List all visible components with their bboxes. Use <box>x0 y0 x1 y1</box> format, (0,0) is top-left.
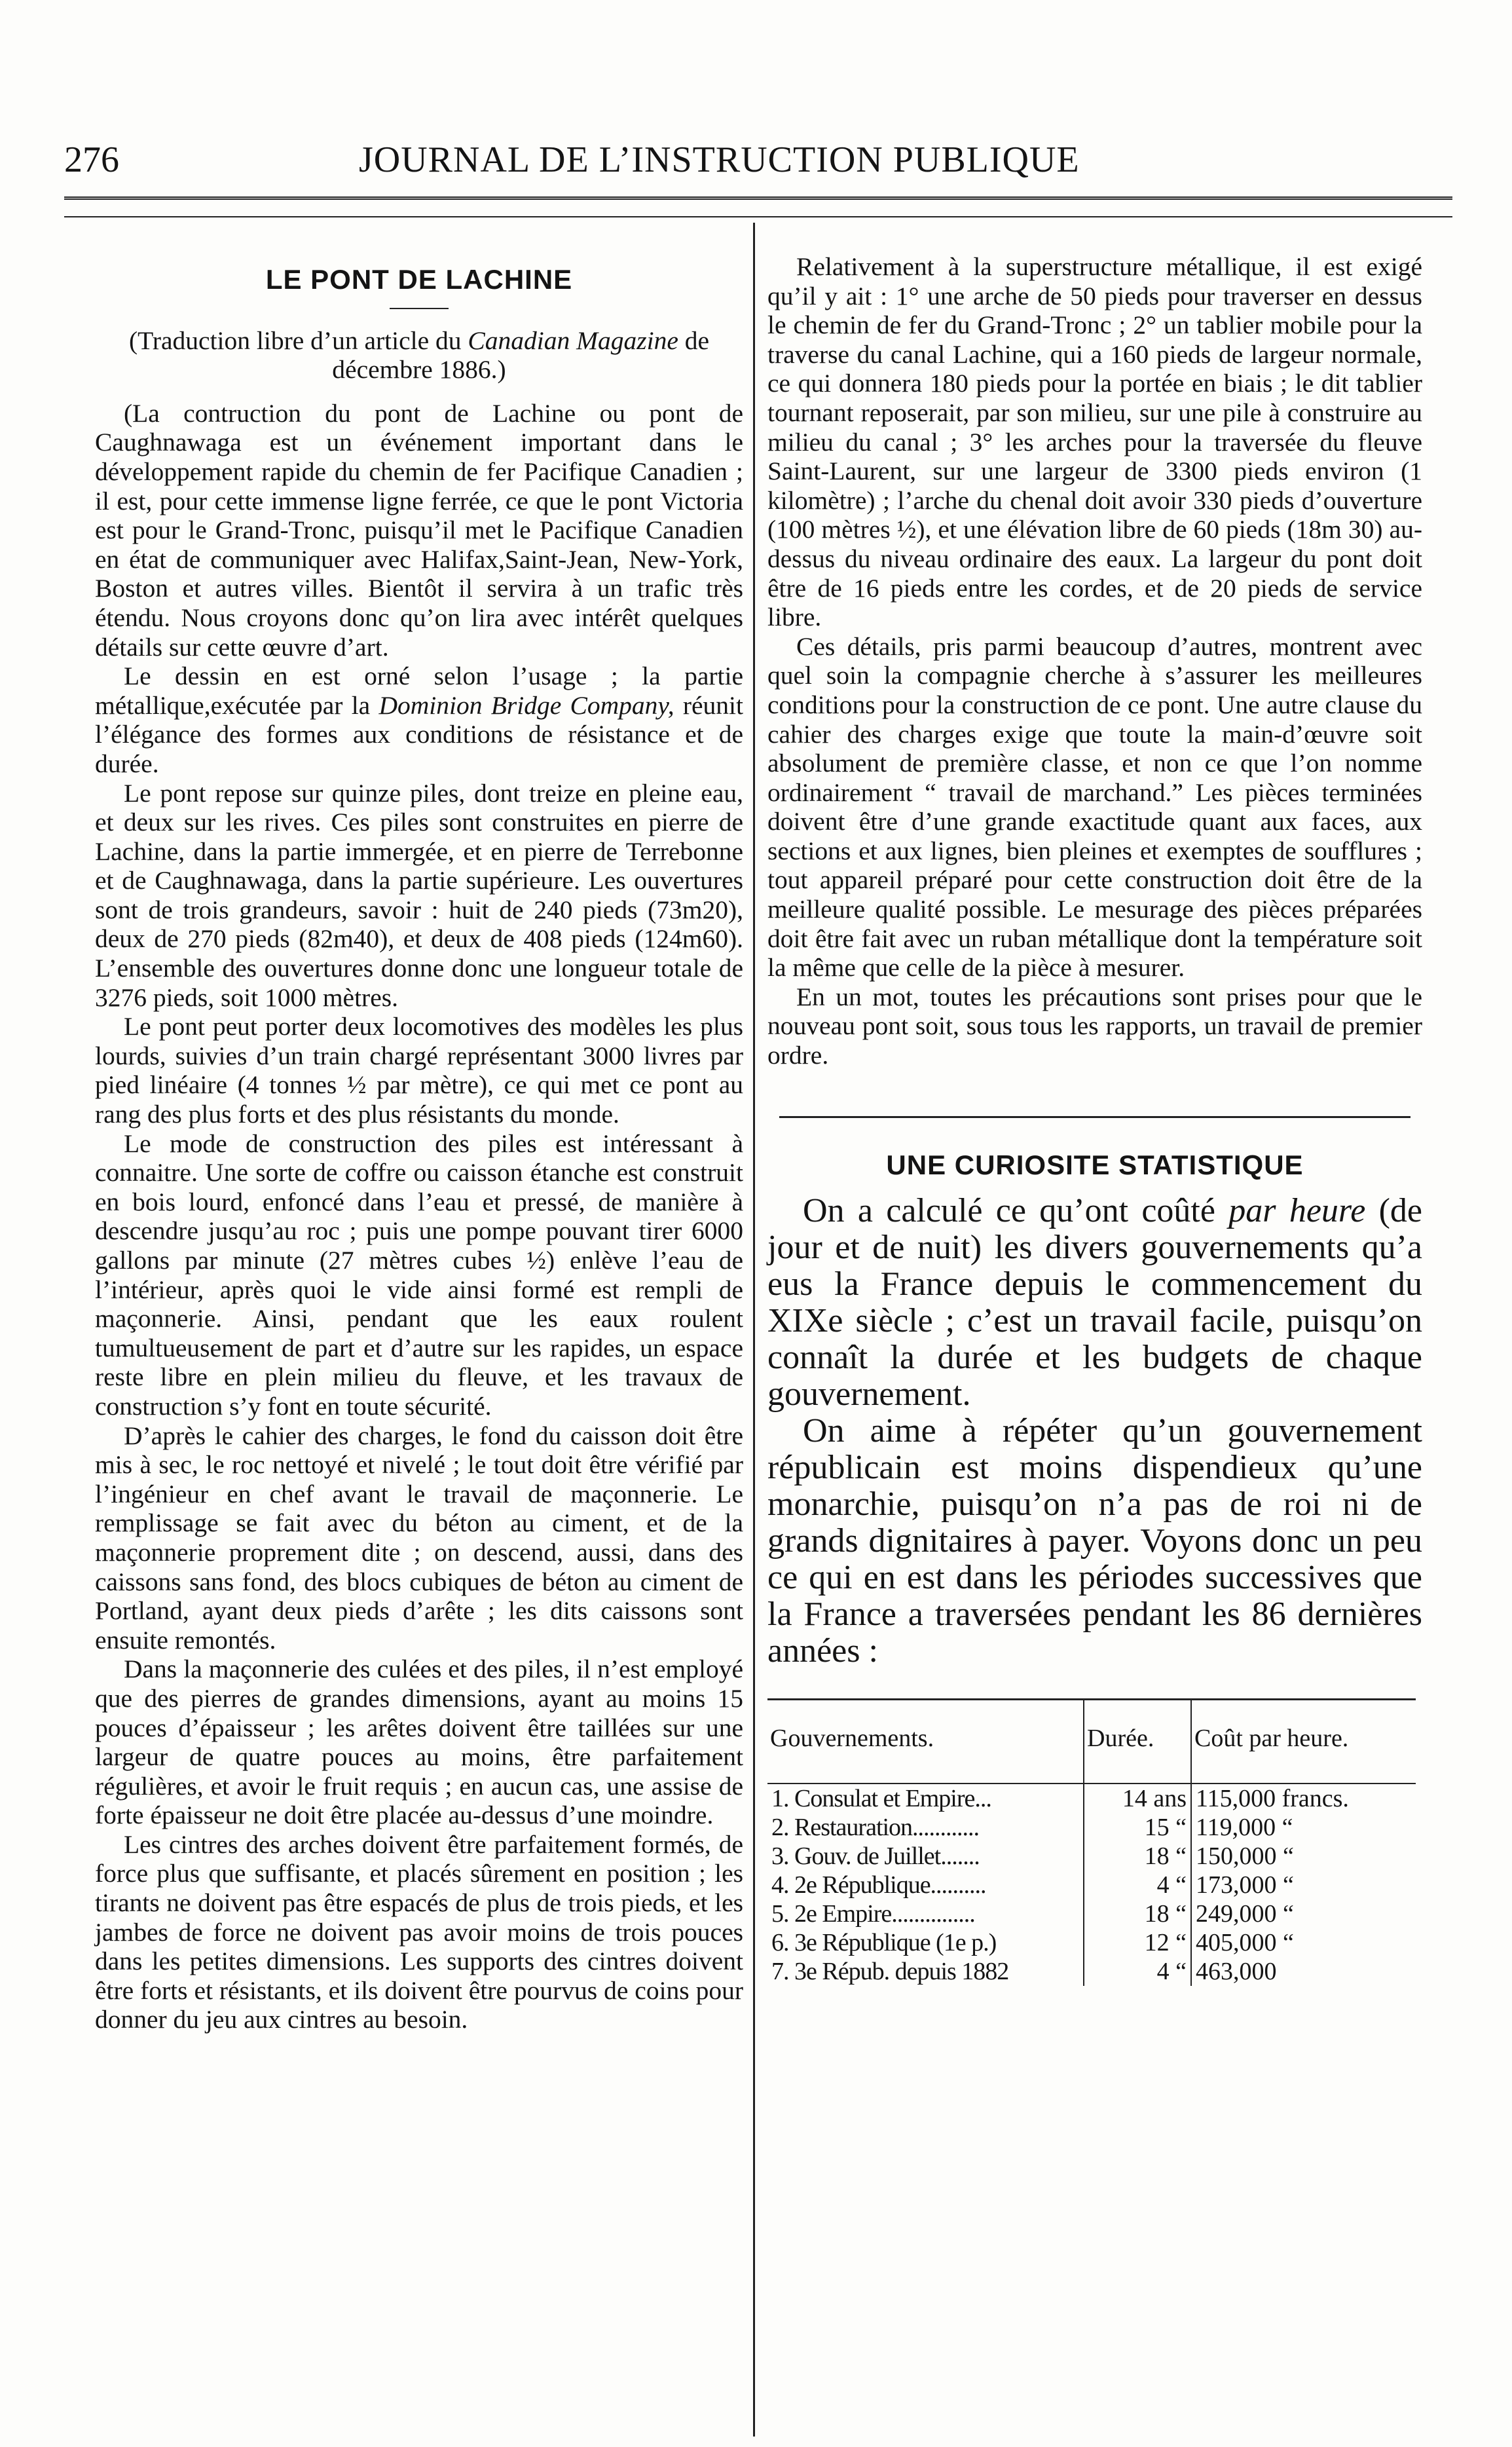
page-number: 276 <box>64 140 119 180</box>
column-header: Gouvernements. <box>767 1700 1084 1784</box>
duration-cell: 18 “ <box>1084 1899 1191 1928</box>
right-column <box>767 252 1422 1986</box>
paragraph: Relativement à la superstructure métallique, il est exigé qu’il y ait : 1° une arche de 50 pieds pour traverser en dessus le chemin de fer du Grand-Tronc ; 2° un tablier mobile pour la traverse du canal Lachine, qui a 160 pieds de largeur normale, ce qui donnera 180 pieds pour la portée en biais ; le dit tablier tournant reposerait, par son milieu, sur une pile à construire au milieu du canal ; 3° les arches pour la traversée du fleuve Saint-Laurent, sur une largeur de 3300 pieds environ (1 kilomètre) ; l’arche du chenal doit avoir 330 pieds d’ouverture (100 mètres ½), et une élévation libre de 60 pieds (18m 30) au-dessus du niveau ordinaire des eaux. La largeur du pont doit être de 16 pieds entre les cordes, et de 20 pieds de service libre. <box>767 252 1422 632</box>
government-cell: 4. 2e République.......... <box>767 1871 1084 1899</box>
running-title: JOURNAL DE L’INSTRUCTION PUBLIQUE <box>359 140 1080 180</box>
table-row <box>767 1957 1416 1986</box>
paragraph-text: On a calculé ce qu’ont coûté <box>803 1192 1215 1230</box>
subtitle-date: de décembre 1886.) <box>332 326 710 384</box>
paragraph: Le pont peut porter deux locomotives des modèles les plus lourds, suivies d’un train chargé représentant 3000 livres par pied linéaire (4 tonnes ½ par mètre), ce qui met ce pont au rang des plus forts et des plus résistants du monde. <box>95 1012 743 1129</box>
header-rule-secondary <box>64 216 1452 217</box>
table-row <box>767 1813 1416 1842</box>
paragraph <box>95 662 743 778</box>
government-cell: 5. 2e Empire............... <box>767 1899 1084 1928</box>
government-cell: 2. Restauration............ <box>767 1813 1084 1842</box>
emphasis: par heure <box>1228 1192 1366 1230</box>
duration-cell: 12 “ <box>1084 1928 1191 1957</box>
article-body <box>767 1193 1422 1670</box>
paragraph-text: Le dessin en est orné selon l’usage ; la partie métallique,exécutée par la <box>95 662 743 720</box>
table-row <box>767 1928 1416 1957</box>
cost-cell: 119,000 “ <box>1196 1814 1293 1842</box>
title-rule <box>390 308 449 309</box>
table-row <box>767 1842 1416 1871</box>
paragraph: Le pont repose sur quinze piles, dont treize en pleine eau, et deux sur les rives. Ces piles sont construites en pierre de Lachine, dans la partie immergée, et en pierre de Terrebonne et de Caughnawaga, dans la partie supérieure. Les ouvertures sont de trois grandeurs, savoir : huit de 240 pieds (73m20), deux de 270 pieds (82m40), et deux de 408 pieds (124m60). L’ensemble des ouvertures donne donc une longueur totale de 3276 pieds, soit 1000 mètres. <box>95 778 743 1012</box>
section-rule <box>779 1116 1411 1118</box>
paragraph: Dans la maçonnerie des culées et des piles, il n’est employé que des pierres de grandes dimensions, ayant au moins 15 pouces d’épaisseur ; les arêtes doivent être taillées sur une largeur de quatre pouces au moins, être parfaitement régulières, et avoir le fruit requis ; en aucun cas, une assise de forte épaisseur ne doit être placée au-dessus d’une moindre. <box>95 1654 743 1830</box>
duration-cell: 18 “ <box>1084 1842 1191 1871</box>
government-cell: 3. Gouv. de Juillet....... <box>767 1842 1084 1871</box>
cost-cell: 405,000 “ <box>1196 1929 1294 1957</box>
paragraph: Ces détails, pris parmi beaucoup d’autres, montrent avec quel soin la compagnie cherche à s’assurer les meilleures conditions pour la construction de ce pont. Une autre clause du cahier des charges exige que toute la main-d’œuvre soit absolument de première classe, et non ce que l’on nomme ordinairement “ travail de marchand.” Les pièces terminées doivent être d’une grande exactitude quant aux faces, aux sections et aux lignes, bien pleines et exemptes de soufflures ; tout appareil préparé pour cette construction doit être de la meilleure qualité possible. Le mesurage des pièces préparées doit être fait avec un ruban métallique dont la température soit la même que celle de la pièce à mesurer. <box>767 631 1422 982</box>
subtitle-source: Canadian Magazine <box>468 326 678 355</box>
paragraph: On aime à répéter qu’un gouvernement républicain est moins dispendieux qu’une monarchie, puisqu’on n’a pas de roi ni de grands dignitaires à payer. Voyons donc un peu ce qui en est dans les périodes successives que la France a traversées pendant les 86 dernières années : <box>767 1412 1422 1670</box>
column-header: Coût par heure. <box>1191 1700 1416 1784</box>
article-title: LE PONT DE LACHINE <box>265 264 573 295</box>
duration-cell: 4 “ <box>1084 1957 1191 1986</box>
duration-cell: 4 “ <box>1084 1871 1191 1899</box>
column-header: Durée. <box>1084 1700 1191 1784</box>
cost-cell: 249,000 “ <box>1196 1900 1294 1928</box>
left-column <box>95 252 743 2034</box>
table-row <box>767 1871 1416 1899</box>
paragraph <box>767 1193 1422 1413</box>
government-cell: 7. 3e Répub. depuis 1882 <box>767 1957 1084 1986</box>
government-cell: 6. 3e République (1e p.) <box>767 1928 1084 1957</box>
page-header <box>64 139 1452 185</box>
table-row <box>767 1784 1416 1813</box>
cost-cell: 150,000 “ <box>1196 1842 1294 1871</box>
paragraph: (La contruction du pont de Lachine ou pont de Caughnawaga est un événement important dans le développement rapide du chemin de fer Pacifique Canadien ; il est, pour cette immense ligne ferrée, ce que le pont Victoria est pour le Grand-Tronc, puisqu’il met le Pacifique Canadien en état de communiquer avec Halifax,Saint-Jean, New-York, Boston et autres villes. Bientôt il servira à un trafic très étendu. Nous croyons donc qu’on lira avec intérêt quelques détails sur cette œuvre d’art. <box>95 398 743 662</box>
cost-cell: 173,000 “ <box>1196 1871 1294 1899</box>
paragraph-text: (de jour et de nuit) les divers gouvernements qu’a eus la France depuis le commencement du XIXe siècle ; c’est un travail facile, puisqu’on connaît la durée et les budgets de chaque gouvernement. <box>767 1192 1422 1413</box>
company-name: Dominion Bridge Company, <box>378 690 674 720</box>
paragraph: En un mot, toutes les précautions sont prises pour que le nouveau pont soit, sous tous les rapports, un travail de premier ordre. <box>767 982 1422 1070</box>
table-header-row <box>767 1700 1416 1784</box>
paragraph: Les cintres des arches doivent être parfaitement formés, de force plus que suffisante, et placés sûrement en position ; les tirants ne doivent pas être espacés de plus de trois pieds, et les jambes de force ne doivent pas avoir moins de trois pouces dans les petites dimensions. Les supports des cintres doivent être forts et résistants, et ils doivent être pourvus de coins pour donner du jeu aux cintres au besoin. <box>95 1829 743 2034</box>
table-row <box>767 1899 1416 1928</box>
subtitle-text: (Traduction libre d’un article du <box>128 326 462 355</box>
paragraph-text: réunit l’élégance des formes aux conditions de résistance et de durée. <box>95 690 744 778</box>
government-cell: 1. Consulat et Empire... <box>767 1784 1084 1813</box>
header-rule <box>64 196 1452 200</box>
article-subtitle <box>95 326 743 384</box>
cost-cell: 115,000 francs. <box>1196 1785 1349 1813</box>
cost-cell: 463,000 <box>1196 1958 1277 1986</box>
duration-cell: 15 “ <box>1084 1813 1191 1842</box>
article-title: UNE CURIOSITE STATISTIQUE <box>886 1149 1304 1180</box>
paragraph: Le mode de construction des piles est intéressant à connaitre. Une sorte de coffre ou caisson étanche est construit en bois lourd, enfoncé dans l’eau et pressé, de manière à descendre jusqu’au roc ; puis une pompe pouvant tirer 6000 gallons par minute (27 mètres cubes ½) enlève l’eau de l’intérieur, après quoi le vide ainsi formé est rempli de maçonnerie. Ainsi, pendant que les eaux roulent tumultueusement de part et d’autre sur les rapides, un espace reste libre en plein milieu du fleuve, et les travaux de construction s’y font en toute sécurité. <box>95 1129 743 1421</box>
paragraph: D’après le cahier des charges, le fond du caisson doit être mis à sec, le roc nettoyé et nivelé ; le tout doit être vérifié par l’ingénieur en chef avant le travail de maçonnerie. Le remplissage se fait avec du béton au ciment, et de la maçonnerie proprement dite ; on descend, aussi, dans des caissons sans fond, des blocs cubiques de béton au ciment de Portland, ayant deux pieds d’arête ; les dits caissons sont ensuite remontés. <box>95 1421 743 1654</box>
duration-cell: 14 ans <box>1084 1784 1191 1813</box>
statistics-table <box>767 1698 1416 1986</box>
column-divider <box>753 223 755 2437</box>
